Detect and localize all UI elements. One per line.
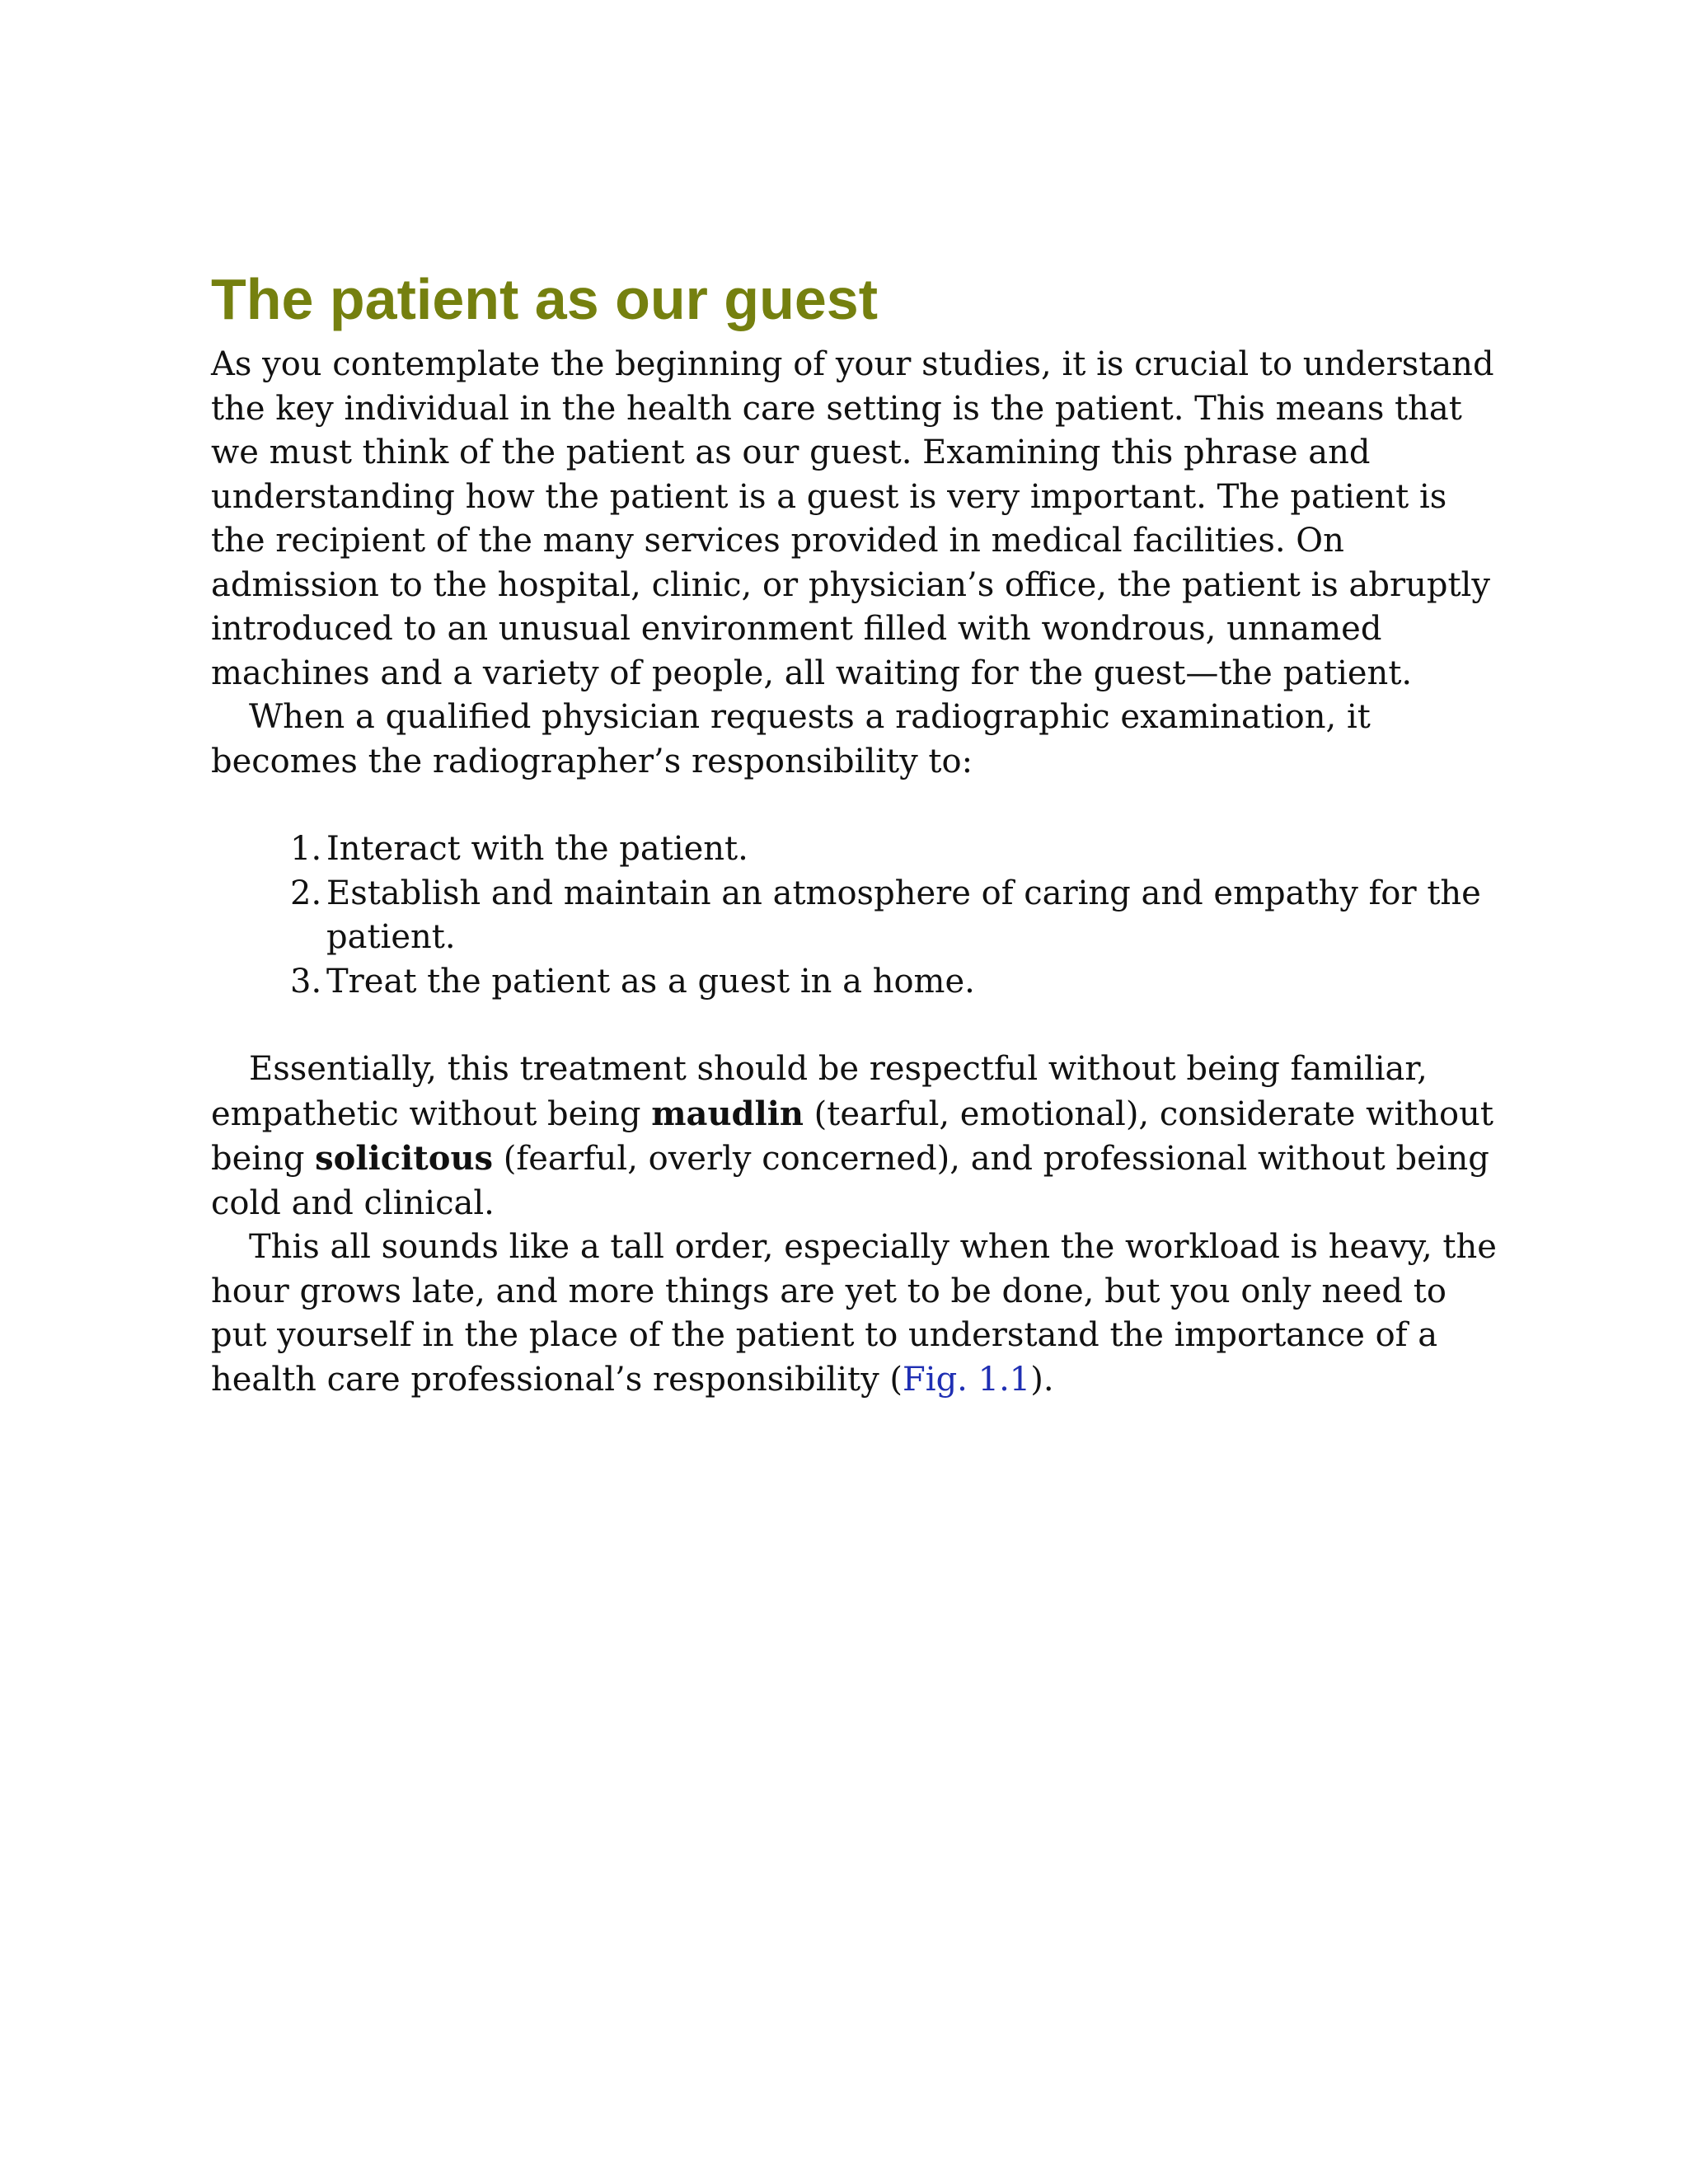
list-item-number: 1. bbox=[290, 830, 322, 868]
section-heading: The patient as our guest bbox=[211, 267, 878, 331]
treatment-text: (fearful, overly concerned), and professional without being cold and clinical. bbox=[211, 1140, 1489, 1222]
term-maudlin: maudlin bbox=[651, 1094, 804, 1133]
list-item-text: Treat the patient as a guest in a home. bbox=[326, 962, 975, 1001]
list-item-number: 2. bbox=[290, 874, 322, 912]
figure-link[interactable]: Fig. 1.1 bbox=[903, 1360, 1031, 1399]
list-item-text: Establish and maintain an atmosphere of caring and empathy for the patient. bbox=[326, 874, 1481, 956]
treatment-paragraph bbox=[211, 1047, 1497, 1226]
closing-end: ). bbox=[1030, 1360, 1054, 1399]
list-item bbox=[290, 827, 1497, 872]
closing-text: This all sounds like a tall order, especially when the workload is heavy, the hour grows late, and more things are yet to be done, but you only need to put yourself in the place of the patient to understand the importance of a health care professional’s responsibility ( bbox=[211, 1228, 1497, 1399]
term-solicitous: solicitous bbox=[315, 1139, 494, 1178]
list-item bbox=[290, 872, 1497, 960]
list-item-number: 3. bbox=[290, 962, 322, 1001]
treatment-text: (tearful, emotional), considerate without being bbox=[211, 1094, 1493, 1178]
treatment-text: Essentially, this treatment should be respectful without being familiar, empathetic without being bbox=[211, 1050, 1428, 1133]
closing-paragraph bbox=[211, 1226, 1497, 1402]
list-item-text: Interact with the patient. bbox=[326, 830, 748, 868]
intro-paragraph: As you contemplate the beginning of your studies, it is crucial to understand the key individual in the health care setting is the patient. This means that we must think of the patient as our guest. Examining this phrase and understanding how the patient is a guest is very important. The patient is the recipient of the many services provided in medical facilities. On admission to the hospital, clinic, or physician’s office, the patient is abruptly introduced to an unusual environment filled with wondrous, unnamed machines and a variety of people, all waiting for the guest—the patient. bbox=[211, 345, 1494, 692]
responsibility-list bbox=[211, 827, 1497, 1004]
list-item bbox=[290, 960, 1497, 1005]
responsibility-paragraph: When a qualified physician requests a radiographic examination, it becomes the radiographer’s responsibility to: bbox=[211, 698, 1371, 780]
page-content bbox=[211, 262, 1497, 1402]
